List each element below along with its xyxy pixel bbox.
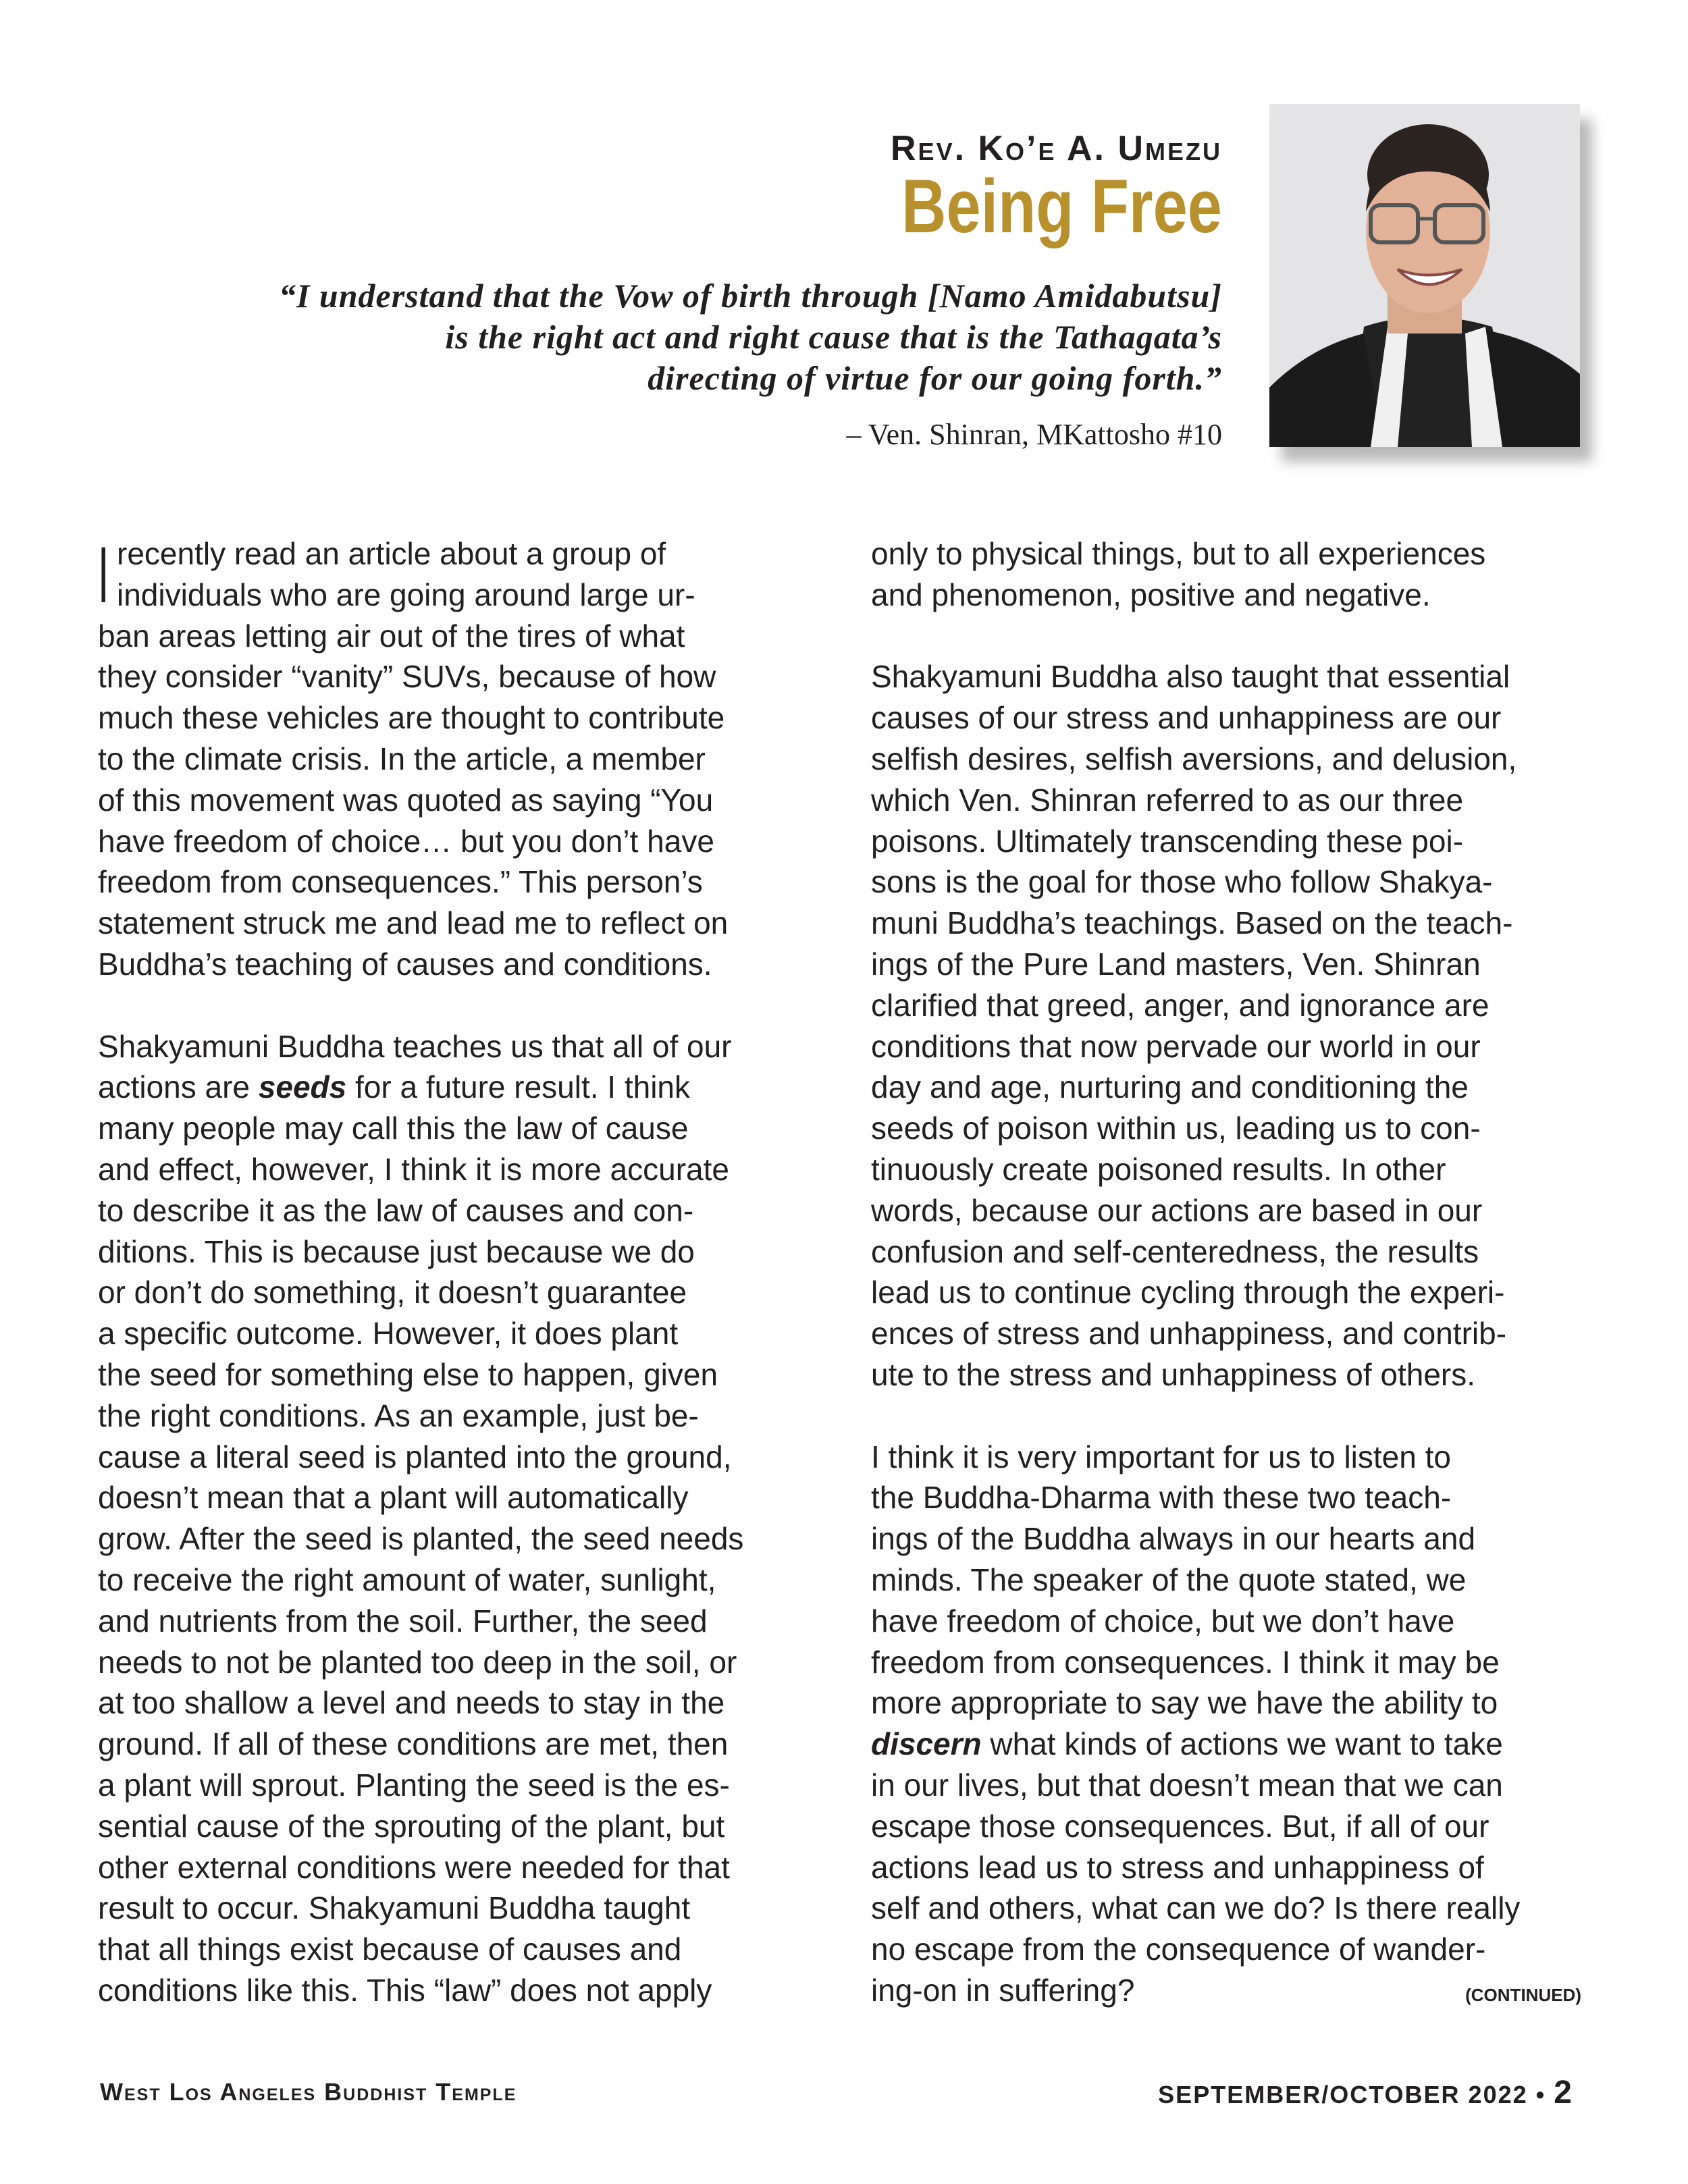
text-line: ings of the Buddha always in our hearts and xyxy=(871,1521,1476,1557)
text-line: sons is the goal for those who follow Shakya- xyxy=(871,864,1493,900)
issue-date: SEPTEMBER/OCTOBER 2022 xyxy=(1158,2081,1528,2108)
text-line: more appropriate to say we have the ability to xyxy=(871,1685,1498,1721)
footer-publisher: West Los Angeles Buddhist Temple xyxy=(100,2078,517,2106)
quote-attribution: – Ven. Shinran, MKattosho #10 xyxy=(846,418,1222,451)
text-line: recently read an article about a group of xyxy=(117,536,666,571)
text-line: they consider “vanity” SUVs, because of how xyxy=(98,659,716,695)
emphasized-word: seeds xyxy=(258,1069,347,1105)
quote-line: is the right act and right cause that is the Tathagata’s xyxy=(445,318,1222,356)
text-line: Shakyamuni Buddha also taught that essential xyxy=(871,659,1510,695)
text-line: statement struck me and lead me to reflect on xyxy=(98,905,729,941)
text-line: Buddha’s teaching of causes and conditions. xyxy=(98,946,712,982)
text-line: clarified that greed, anger, and ignorance are xyxy=(871,987,1489,1023)
text-line: day and age, nurturing and conditioning the xyxy=(871,1069,1469,1105)
text-line: in our lives, but that doesn’t mean that we can xyxy=(871,1767,1503,1803)
text-line: a specific outcome. However, it does plant xyxy=(98,1316,679,1352)
bullet-separator: • xyxy=(1535,2081,1546,2108)
text-line: many people may call this the law of cause xyxy=(98,1111,689,1146)
text-line: ute to the stress and unhappiness of others. xyxy=(871,1356,1476,1392)
text-line: individuals who are going around large ur- xyxy=(117,577,695,612)
text-line: and phenomenon, positive and negative. xyxy=(871,577,1431,612)
text-line: to receive the right amount of water, sunlight, xyxy=(98,1562,716,1597)
text-line: or don’t do something, it doesn’t guarantee xyxy=(98,1275,687,1310)
text-line: freedom from consequences.” This person’s xyxy=(98,864,703,900)
text-line: escape those consequences. But, if all of our xyxy=(871,1808,1489,1844)
text-line: the seed for something else to happen, given xyxy=(98,1356,718,1392)
text-line: no escape from the consequence of wander- xyxy=(871,1932,1486,1967)
emphasized-word: discern xyxy=(871,1726,982,1762)
text-line: have freedom of choice, but we don’t have xyxy=(871,1603,1455,1639)
text-line: confusion and self-centeredness, the results xyxy=(871,1233,1479,1269)
author-photo xyxy=(1269,104,1580,447)
article-column-2 xyxy=(871,533,1520,2011)
text-line: I think it is very important for us to listen to xyxy=(871,1439,1451,1474)
text-line: sential cause of the sprouting of the plant, but xyxy=(98,1808,725,1844)
quote-line: directing of virtue for our going forth.” xyxy=(648,359,1222,397)
text-line: much these vehicles are thought to contribute xyxy=(98,700,725,736)
text-line: tinuously create poisoned results. In other xyxy=(871,1151,1446,1187)
text-line xyxy=(98,1067,743,1108)
text-line: poisons. Ultimately transcending these poi- xyxy=(871,823,1464,859)
article-title: Being Free xyxy=(901,164,1222,248)
text-line: ground. If all of these conditions are met, then xyxy=(98,1726,729,1762)
text-line: Shakyamuni Buddha teaches us that all of our xyxy=(98,1028,732,1064)
text-line: ditions. This is because just because we do xyxy=(98,1233,695,1269)
text-line: and effect, however, I think it is more accurate xyxy=(98,1151,729,1187)
epigraph-quote xyxy=(279,275,1222,399)
page-number: 2 xyxy=(1554,2075,1573,2110)
text-line: the right conditions. As an example, just be- xyxy=(98,1397,699,1433)
text-line: to the climate crisis. In the article, a member xyxy=(98,741,706,776)
quote-line: “I understand that the Vow of birth through [Namo Amidabutsu] xyxy=(278,277,1222,315)
text-line: have freedom of choice… but you don’t have xyxy=(98,823,714,859)
text-line: doesn’t mean that a plant will automatically xyxy=(98,1480,689,1516)
paragraph-break xyxy=(871,616,1520,657)
text-line: that all things exist because of causes and xyxy=(98,1932,682,1967)
text-line: ings of the Pure Land masters, Ven. Shinran xyxy=(871,946,1481,982)
paragraph-break xyxy=(871,1395,1520,1437)
text-line: lead us to continue cycling through the experi- xyxy=(871,1275,1505,1310)
text-line: cause a literal seed is planted into the ground, xyxy=(98,1439,732,1474)
text-line: needs to not be planted too deep in the soil, or xyxy=(98,1644,737,1680)
text-segment: what kinds of actions we want to take xyxy=(981,1726,1503,1762)
text-line: causes of our stress and unhappiness are our xyxy=(871,700,1502,736)
text-segment: actions are xyxy=(98,1069,259,1105)
text-line: grow. After the seed is planted, the seed needs xyxy=(98,1521,744,1557)
text-line: self and others, what can we do? Is there really xyxy=(871,1890,1521,1926)
text-line: words, because our actions are based in our xyxy=(871,1192,1483,1228)
author-name: Rev. Ko’e A. Umezu xyxy=(891,129,1222,168)
text-line: at too shallow a level and needs to stay in the xyxy=(98,1685,725,1721)
portrait-image xyxy=(1269,104,1580,447)
text-line: minds. The speaker of the quote stated, we xyxy=(871,1562,1467,1597)
text-line: actions lead us to stress and unhappiness of xyxy=(871,1849,1484,1885)
paragraph-break xyxy=(98,985,743,1026)
text-line: the Buddha-Dharma with these two teach- xyxy=(871,1480,1452,1516)
article-column-1 xyxy=(98,533,743,2011)
text-line: freedom from consequences. I think it may be xyxy=(871,1644,1500,1680)
text-line: seeds of poison within us, leading us to con- xyxy=(871,1111,1481,1146)
text-line: conditions like this. This “law” does not apply xyxy=(98,1972,712,2008)
drop-cap: I xyxy=(98,531,109,620)
text-line: ing-on in suffering? xyxy=(871,1972,1135,2008)
text-line: conditions that now pervade our world in our xyxy=(871,1028,1481,1064)
text-line: and nutrients from the soil. Further, the seed xyxy=(98,1603,708,1639)
text-line: ences of stress and unhappiness, and contrib- xyxy=(871,1316,1507,1352)
text-line: of this movement was quoted as saying “You xyxy=(98,782,714,818)
text-line: to describe it as the law of causes and con- xyxy=(98,1192,694,1228)
text-line: a plant will sprout. Planting the seed is the es- xyxy=(98,1767,730,1803)
text-line: muni Buddha’s teachings. Based on the teach- xyxy=(871,905,1513,941)
text-line: result to occur. Shakyamuni Buddha taught xyxy=(98,1890,691,1926)
footer-issue xyxy=(1158,2074,1573,2111)
text-line: which Ven. Shinran referred to as our three xyxy=(871,782,1464,818)
text-line: ban areas letting air out of the tires of what xyxy=(98,618,685,654)
text-line: selfish desires, selfish aversions, and delusion, xyxy=(871,741,1517,776)
continued-label: (CONTINUED) xyxy=(1465,1985,1581,2005)
text-segment: for a future result. I think xyxy=(346,1069,691,1105)
text-line: only to physical things, but to all experiences xyxy=(871,536,1486,571)
text-line xyxy=(871,1724,1520,1765)
text-line: other external conditions were needed for that xyxy=(98,1849,730,1885)
